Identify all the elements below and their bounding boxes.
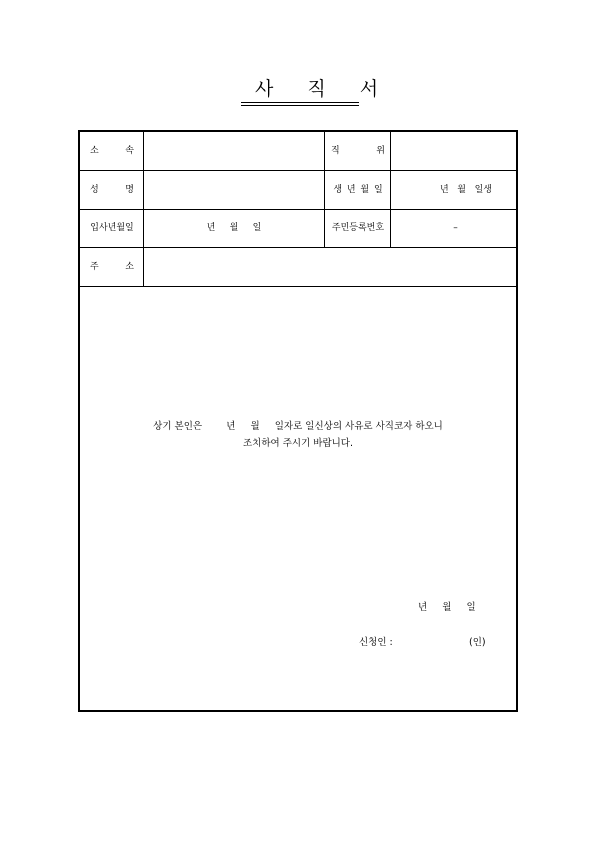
label-birthdate: 생 년 월 일 xyxy=(333,185,383,195)
label-address: 주 소 xyxy=(90,262,134,272)
column-divider-middle xyxy=(324,132,325,247)
statement-line-1: 상기 본인은 년 월 일자로 일신상의 사유로 사직코자 하오니 xyxy=(153,421,443,432)
label-name: 성 명 xyxy=(90,185,134,195)
row-divider-4 xyxy=(80,286,516,287)
birthdate-field[interactable]: 년 월 일생 xyxy=(440,185,492,195)
title-underline-bottom xyxy=(241,105,359,106)
statement-line-2: 조치하여 주시기 바랍니다. xyxy=(242,438,353,449)
label-hire-date: 입사년월일 xyxy=(90,223,134,233)
document-title: 사 직 서 xyxy=(255,78,393,100)
hire-date-field[interactable]: 년 월 일 xyxy=(206,223,262,233)
title-underline-top xyxy=(241,102,359,103)
row-divider-1 xyxy=(80,170,516,171)
seal-mark: (인) xyxy=(469,637,486,648)
row-divider-3 xyxy=(80,247,516,248)
column-divider-right xyxy=(390,132,391,247)
label-resident-number: 주민등록번호 xyxy=(331,223,385,233)
applicant-label: 신청인 : xyxy=(359,637,393,648)
resident-number-field[interactable]: – xyxy=(453,223,458,233)
signature-date: 년 월 일 xyxy=(418,602,476,613)
row-divider-2 xyxy=(80,209,516,210)
resignation-form xyxy=(78,130,518,712)
column-divider-label xyxy=(143,132,144,286)
label-affiliation: 소 속 xyxy=(90,146,134,156)
label-position: 직 위 xyxy=(331,146,385,156)
